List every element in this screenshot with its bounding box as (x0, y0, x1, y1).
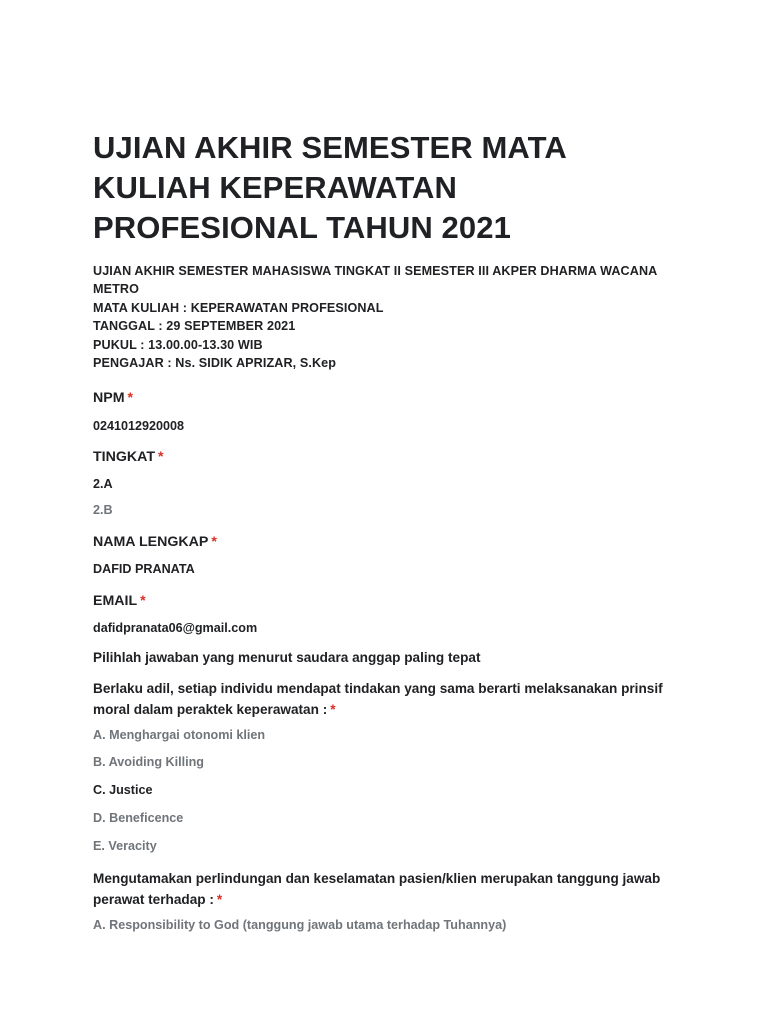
question-label-text: TINGKAT (93, 449, 155, 466)
question-text-body: Mengutamakan perlindungan dan keselamatan pasien/klien merupakan tanggung jawab perawat terhadap : (93, 871, 661, 908)
question-text (93, 868, 683, 910)
question-email (93, 591, 683, 637)
question-label (93, 591, 683, 612)
option-e[interactable]: E. Veracity (93, 839, 157, 854)
question-label (93, 388, 683, 409)
description-line: PENGAJAR : Ns. SIDIK APRIZAR, S.Kep (93, 356, 337, 371)
question-label (93, 532, 683, 553)
section-instruction: Pilihlah jawaban yang menurut saudara anggap paling tepat (93, 650, 481, 666)
description-line: UJIAN AKHIR SEMESTER MAHASISWA TINGKAT II SEMESTER III AKPER DHARMA WACANA METRO (93, 264, 657, 297)
question-2 (93, 868, 683, 934)
form-description (93, 262, 683, 372)
question-label-text: EMAIL (93, 593, 138, 610)
answer-npm: 0241012920008 (93, 419, 185, 434)
question-text-body: Berlaku adil, setiap individu mendapat tindakan yang sama berarti melaksanakan prinsif moral dalam peraktek keperawatan : (93, 681, 663, 718)
form-title: UJIAN AKHIR SEMESTER MATA KULIAH KEPERAWATAN PROFESIONAL TAHUN 2021 (93, 130, 566, 245)
question-tingkat (93, 447, 683, 519)
question-npm (93, 388, 683, 435)
description-line: PUKUL : 13.00.00-13.30 WIB (93, 337, 263, 352)
option-a[interactable]: A. Menghargai otonomi klien (93, 728, 266, 743)
answer-email: dafidpranata06@gmail.com (93, 621, 258, 636)
question-text (93, 678, 683, 720)
required-asterisk: * (216, 892, 223, 908)
required-asterisk: * (211, 534, 217, 551)
option-d[interactable]: D. Beneficence (93, 811, 184, 826)
option-a[interactable]: A. Responsibility to God (tanggung jawab utama terhadap Tuhannya) (93, 918, 507, 933)
required-asterisk: * (330, 702, 336, 718)
description-line: MATA KULIAH : KEPERAWATAN PROFESIONAL (93, 300, 384, 315)
option-b[interactable]: B. Avoiding Killing (93, 755, 205, 770)
question-label (93, 447, 683, 468)
form-content (93, 128, 683, 934)
required-asterisk: * (127, 390, 134, 407)
description-line: TANGGAL : 29 SEPTEMBER 2021 (93, 319, 296, 334)
option-tingkat-2b[interactable]: 2.B (93, 503, 113, 518)
option-tingkat-2a[interactable]: 2.A (93, 477, 113, 492)
question-nama-lengkap (93, 532, 683, 578)
question-1 (93, 678, 683, 855)
required-asterisk: * (140, 593, 146, 610)
option-c[interactable]: C. Justice (93, 783, 153, 798)
question-label-text: NPM (93, 390, 125, 407)
question-label-text: NAMA LENGKAP (93, 534, 209, 551)
required-asterisk: * (158, 449, 164, 466)
answer-nama: DAFID PRANATA (93, 562, 195, 577)
